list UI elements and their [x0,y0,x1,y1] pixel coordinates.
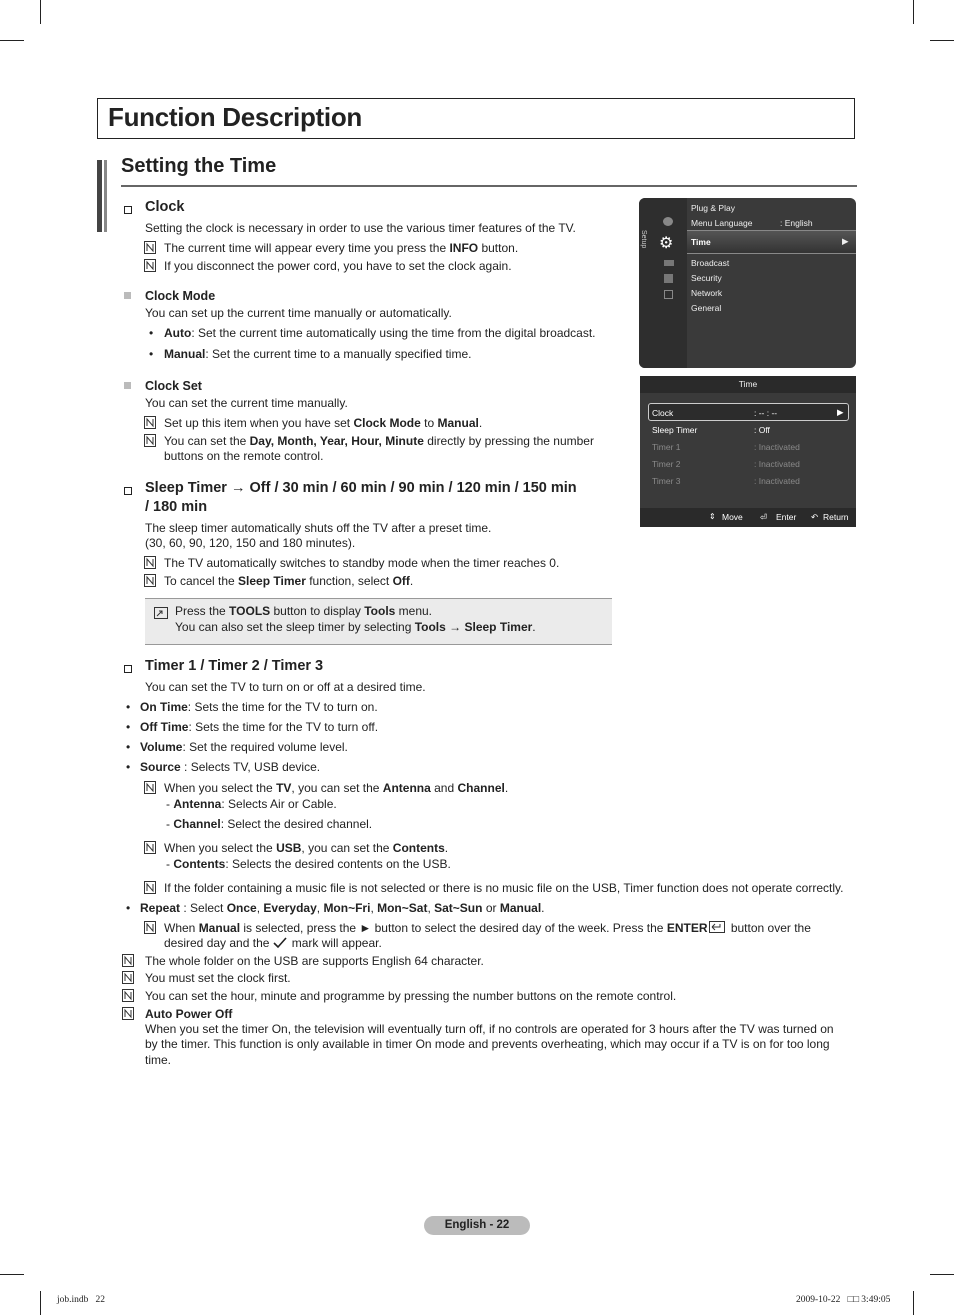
note-icon [144,259,156,272]
bullet-icon: • [126,760,131,774]
auto-power-off-text-3: time. [145,1053,172,1067]
note-icon [122,954,134,967]
gray-square-bullet-icon [124,292,131,299]
footer-move: Move [722,512,743,522]
clock-mode-intro: You can set up the current time manually or automatically. [145,306,452,320]
bullet-icon: • [126,740,131,754]
clock-set-intro: You can set the current time manually. [145,396,348,410]
sleep-heading-2: / 180 min [145,499,208,515]
folder-note: If the folder containing a music file is not selected or there is no music file on the USB, Timer function does not operate correctly. [164,881,844,895]
footer-enter: Enter [776,512,797,522]
section-bar-light [104,160,107,232]
clock-mode-manual: Manual: Set the current time to a manually specified time. [164,347,472,361]
menu-item-general: General [691,303,722,313]
page-number-pill: English - 22 [424,1216,530,1235]
time-row-sleep-value: : Off [754,425,770,435]
footer-return: Return [823,512,849,522]
timers-heading: Timer 1 / Timer 2 / Timer 3 [145,658,324,674]
return-icon: ↶ [811,512,819,522]
clock-set-note-mode: Set up this item when you have set Clock Mode to Manual. [164,416,483,430]
time-highlight [687,230,856,254]
clock-mode-auto: Auto: Set the current time automatically using the time from the digital broadcast. [164,326,596,340]
tip-line-1: Press the TOOLS button to display Tools menu. [175,604,433,618]
number-buttons-note: You can set the hour, minute and programme by pressing the number buttons on the remote control. [145,989,677,1003]
time-row-timer2-value: : Inactivated [754,459,800,469]
time-row-timer2: Timer 2 [652,459,681,469]
timers-intro: You can set the TV to turn on or off at a desired time. [145,680,426,694]
auto-power-off-heading: Auto Power Off [145,1007,233,1021]
time-row-clock: Clock [652,408,674,418]
auto-power-off-text-2: by the timer. This function is only available in timer On mode and prevents overheating, which may occur if a TV is on for too long [145,1037,830,1051]
setup-menu-screenshot [639,198,856,368]
note-icon [122,1007,134,1020]
bullet-icon: • [126,700,131,714]
manual-note-2: desired day and the mark will appear. [164,936,382,950]
bullet-icon: • [126,901,131,915]
clock-set-note-numbers-2: buttons on the remote control. [164,449,324,463]
page-title: Function Description [108,102,363,132]
menu-item-broadcast: Broadcast [691,258,730,268]
sleep-note-cancel: To cancel the Sleep Timer function, select Off. [164,574,414,588]
time-row-timer1: Timer 1 [652,442,681,452]
gray-square-bullet-icon [124,382,131,389]
sleep-note-standby: The TV automatically switches to standby mode when the timer reaches 0. [164,556,560,570]
time-menu-screenshot [640,376,856,527]
input-icon [664,260,674,266]
sleep-text-2: (30, 60, 90, 120, 150 and 180 minutes). [145,536,356,550]
menu-item-network: Network [691,288,723,298]
check-icon [272,937,288,949]
footer-file: job.indb 22 [57,1295,106,1305]
antenna-item: - Antenna: Selects Air or Cable. [166,797,337,811]
picture-icon [663,217,673,226]
note-icon [144,574,156,587]
menu-language-value: : English [780,218,813,228]
channel-item: - Channel: Select the desired channel. [166,817,373,831]
tip-line-2: You can also set the sleep timer by selecting Tools → Sleep Timer. [175,620,536,634]
setup-gear-icon: ⚙ [659,235,674,252]
bullet-icon: • [149,347,154,361]
footer-stamp: 2009-10-22 □□ 3:49:05 [796,1295,891,1305]
timers-volume: Volume: Set the required volume level. [140,740,348,754]
tools-tip-box [145,598,612,645]
clock-intro: Setting the clock is necessary in order to use the various timer features of the TV. [145,221,576,235]
note-icon [144,416,156,429]
checkbox-bullet-icon [124,487,132,495]
checkbox-bullet-icon [124,665,132,673]
auto-power-off-text-1: When you set the timer On, the television will eventually turn off, if no controls are operated for 3 hours after the TV was turned on [145,1022,834,1036]
note-icon [144,241,156,254]
note-icon [144,881,156,894]
time-row-timer3: Timer 3 [652,476,681,486]
sleep-text: The sleep timer automatically shuts off the TV after a preset time. [145,521,492,535]
timers-off-time: Off Time: Sets the time for the TV to turn off. [140,720,379,734]
note-icon [144,434,156,447]
note-icon [122,971,134,984]
move-icon: ⇕ [709,512,716,521]
time-menu-title: Time [640,376,856,393]
menu-item-security: Security [691,273,722,283]
note-icon [144,556,156,569]
time-row-sleep: Sleep Timer [652,425,698,435]
timers-on-time: On Time: Sets the time for the TV to turn on. [140,700,378,714]
usb-character-note: The whole folder on the USB are supports English 64 character. [145,954,484,968]
note-icon [122,989,134,1002]
time-row-timer3-value: : Inactivated [754,476,800,486]
sleep-heading: Sleep Timer → Off / 30 min / 60 min / 90 min / 120 min / 150 min [145,480,577,496]
bullet-icon: • [149,326,154,340]
tools-icon [154,607,168,619]
menu-item-menu-language: Menu Language [691,218,753,228]
section-rule [121,185,857,187]
timers-repeat: Repeat : Select Once, Everyday, Mon~Fri, Mon~Sat, Sat~Sun or Manual. [140,901,545,915]
page-title-box [97,98,855,139]
support-icon [664,290,673,299]
usb-source-note: When you select the USB, you can set the Contents. [164,841,449,855]
clock-mode-heading: Clock Mode [145,289,216,303]
manual-note: When Manual is selected, press the ► button to select the desired day of the week. Press the ENTER button over the [164,921,811,935]
application-icon [664,274,673,283]
section-bar [97,160,102,232]
clock-set-heading: Clock Set [145,379,202,393]
setup-side-label: Setup [640,230,647,249]
time-row-timer1-value: : Inactivated [754,442,800,452]
clock-set-note-numbers: You can set the Day, Month, Year, Hour, Minute directly by pressing the number [164,434,594,448]
menu-item-time: Time [691,237,711,247]
menu-item-plug-play: Plug & Play [691,203,735,213]
note-icon [144,921,156,934]
time-row-clock-value: : -- : -- [754,408,778,418]
checkbox-bullet-icon [124,206,132,214]
enter-icon [709,921,725,933]
clock-first-note: You must set the clock first. [145,971,291,985]
clock-note-info: The current time will appear every time you press the INFO button. [164,241,519,255]
note-icon [144,781,156,794]
time-menu-footer [640,508,856,527]
timers-source: Source : Selects TV, USB device. [140,760,321,774]
contents-item: - Contents: Selects the desired contents on the USB. [166,857,451,871]
enter-icon: ⏎ [760,512,768,522]
note-icon [144,841,156,854]
arrow-right-icon: ▶ [842,236,849,246]
bullet-icon: • [126,720,131,734]
clock-note-power: If you disconnect the power cord, you have to set the clock again. [164,259,512,273]
tv-source-note: When you select the TV, you can set the Antenna and Channel. [164,781,509,795]
section-title: Setting the Time [121,155,277,177]
clock-selection-highlight [648,403,849,421]
arrow-right-icon: ▶ [837,407,844,417]
clock-heading: Clock [145,199,185,215]
